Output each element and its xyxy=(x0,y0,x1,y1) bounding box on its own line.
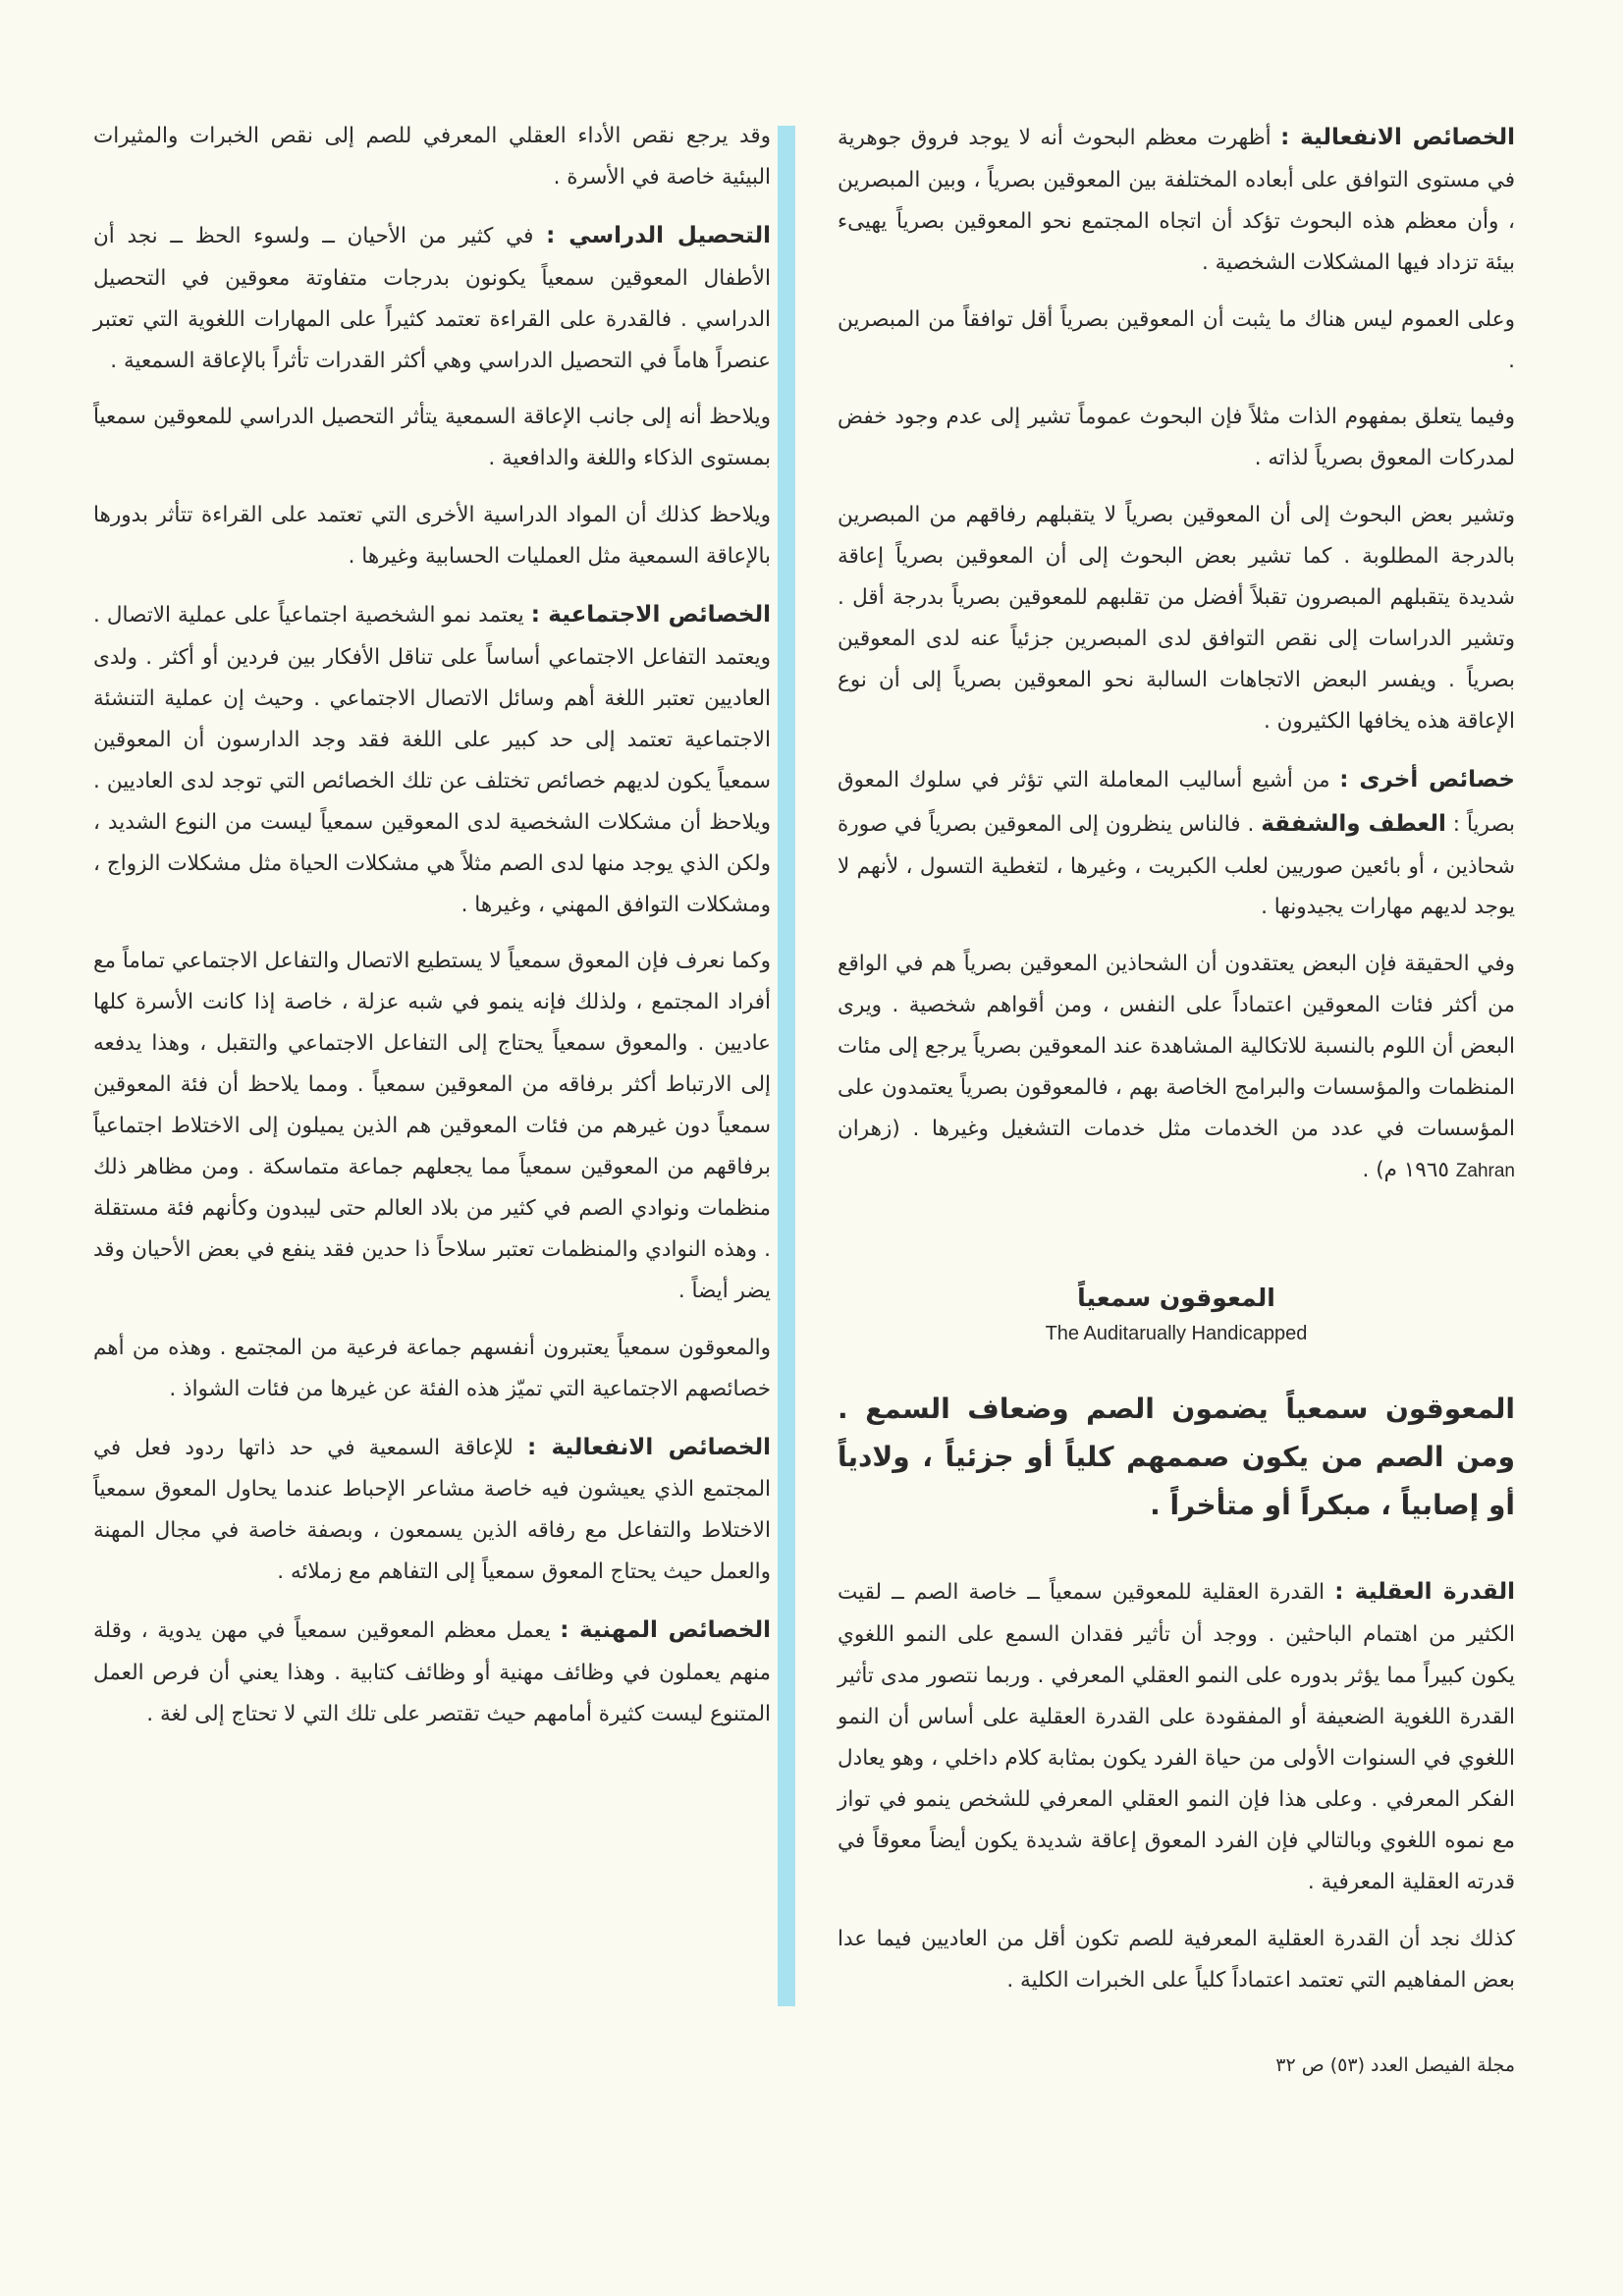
paragraph-text: يعتمد نمو الشخصية اجتماعياً على عملية الاتصال . ويعتمد التفاعل الاجتماعي أساساً على تناقل الأفكار بين فردين أو أكثر . ولدى العاديين تعتبر اللغة أهم وسائل الاتصال الاجتماعي . وحيث إن عملية التنشئة الاجتماعية تعتمد إلى حد كبير على اللغة فقد وجد الدارسون أن المعوقين سمعياً يكون لديهم خصائص تختلف عن تلك الخصائص التي توجد لدى العاديين . ويلاحظ أن مشكلات الشخصية لدى المعوقين سمعياً ليست من النوع الشديد ، ولكن الذي يوجد منها لدى الصم مثلاً هي مشكلات الحياة مثل مشكلات الزواج ، ومشكلات التوافق المهني ، وغيرها . xyxy=(93,603,771,917)
paragraph: كذلك نجد أن القدرة العقلية المعرفية للصم تكون أقل من العاديين فيما عدا بعض المفاهيم التي تعتمد اعتماداً كلياً على الخبرات الكلية . xyxy=(838,1926,1515,1993)
paragraph xyxy=(838,944,1515,1191)
paragraph-text: للإعاقة السمعية في حد ذاتها ردود فعل في المجتمع الذي يعيشون فيه خاصة مشاعر الإحباط عندما يحاول المعوق سمعياً الاختلاط والتفاعل مع رفاقه الذين يسمعون ، وبصفة خاصة في مجال المهنة والعمل حيث يحتاج المعوق سمعياً إلى التفاهم مع زملائه . xyxy=(93,1435,771,1585)
left-column xyxy=(93,116,771,1751)
paragraph xyxy=(93,214,771,382)
heading: الخصائص المهنية : xyxy=(560,1617,771,1644)
citation-author: Zahran xyxy=(1455,1160,1515,1181)
paragraph-text: في كثير من الأحيان ــ ولسوء الحظ ــ نجد أن الأطفال المعوقين سمعياً يكونون بدرجات متفاوتة معوقين في التحصيل الدراسي . فالقدرة على القراءة تعتمد كثيراً على المهارات اللغوية التي تعتبر عنصراً هاماً في التحصيل الدراسي وهي أكثر القدرات تأثراً بالإعاقة السمعية . xyxy=(93,223,771,373)
right-column xyxy=(838,116,1515,2017)
paragraph-text: ١٩٦٥ م) . xyxy=(1362,1157,1456,1182)
heading: الخصائص الانفعالية : xyxy=(526,1434,771,1460)
heading: القدرة العقلية : xyxy=(1334,1579,1516,1606)
heading: الخصائص الاجتماعية : xyxy=(530,602,771,629)
section-subtitle: The Auditarually Handicapped xyxy=(1045,1323,1308,1345)
paragraph-text: يعمل معظم المعوقين سمعياً في مهن يدوية ، وقلة منهم يعملون في وظائف مهنية أو وظائف كتابية . وهذا يعني أن فرص العمل المتنوع ليست كثيرة أمامهم حيث تقتصر على تلك التي لا تحتاج إلى لغة . xyxy=(93,1618,771,1726)
paragraph-text: . فالناس ينظرون إلى المعوقين بصرياً في صورة شحاذين ، أو بائعين صوريين لعلب الكبريت ، وغيرها ، لتغطية التسول ، لأنهم لا يوجد لديهم مهارات يجيدونها . xyxy=(838,811,1515,920)
paragraph-text: القدرة العقلية للمعوقين سمعياً ــ خاصة الصم ــ لقيت الكثير من اهتمام الباحثين . ووجد أن تأثير فقدان السمع على النمو اللغوي يكون كبيراً مما يؤثر بدوره على النمو العقلي المعرفي . وربما نتصور مدى تأثير القدرة اللغوية الضعيفة أو المفقودة على القدرة العقلية على أساس أن النمو اللغوي في السنوات الأولى من حياة الفرد يكون بمثابة كلام داخلي ، وهو يعادل الفكر المعرفي . وعلى هذا فإن النمو العقلي المعرفي للشخص ينمو في تواز مع نموه اللغوي وبالتالي فإن الفرد المعوق إعاقة شديدة يكون أيضاً معوقاً في قدرته العقلية المعرفية . xyxy=(838,1580,1515,1894)
paragraph xyxy=(838,116,1515,284)
paragraph-text: من أشيع أساليب المعاملة التي تؤثر في سلوك المعوق بصرياً : xyxy=(838,767,1515,837)
paragraph xyxy=(838,758,1515,929)
paragraph: وكما نعرف فإن المعوق سمعياً لا يستطيع الاتصال والتفاعل الاجتماعي تماماً مع أفراد المجتمع ، ولذلك فإنه ينمو في شبه عزلة ، خاصة إذا كانت الأسرة كلها عاديين . والمعوق سمعياً يحتاج إلى التفاعل الاجتماعي والتقبل ، وهذا يدفعه إلى الارتباط أكثر برفاقه من المعوقين سمعياً . ومما يلاحظ أن فئة المعوقين سمعياً دون غيرهم من فئات المعوقين هم الذين يميلون إلى الاختلاط اجتماعياً برفاقهم من المعوقين سمعياً مما يجعلهم جماعة متماسكة . ومن مظاهر ذلك منظمات ونوادي الصم في كثير من بلاد العالم حتى ليبدون وكأنهم فئة مستقلة . وهذه النوادي والمنظمات تعتبر سلاحاً ذا حدين فقد ينفع في بعض الأحيان وقد يضر أيضاً . xyxy=(93,949,771,1303)
paragraph: وفيما يتعلق بمفهوم الذات مثلاً فإن البحوث عموماً تشير إلى عدم وجود خفض لمدركات المعوق بصرياً لذاته . xyxy=(838,405,1515,471)
heading: خصائص أخرى : xyxy=(1339,766,1515,793)
paragraph: ويلاحظ أنه إلى جانب الإعاقة السمعية يتأثر التحصيل الدراسي للمعوقين سمعياً بمستوى الذكاء واللغة والدافعية . xyxy=(93,405,771,471)
paragraph xyxy=(93,593,771,925)
paragraph xyxy=(93,1609,771,1735)
paragraph: والمعوقون سمعياً يعتبرون أنفسهم جماعة فرعية من المجتمع . وهذه من أهم خصائصهم الاجتماعية التي تميّز هذه الفئة عن غيرها من فئات الشواذ . xyxy=(93,1335,771,1401)
emphasis-text: العطف والشفقة xyxy=(1261,810,1446,837)
paragraph: وعلى العموم ليس هناك ما يثبت أن المعوقين بصرياً أقل توافقاً من المبصرين . xyxy=(838,306,1515,373)
paragraph: ويلاحظ كذلك أن المواد الدراسية الأخرى التي تعتمد على القراءة تتأثر بدورها بالإعاقة السمعية مثل العمليات الحسابية وغيرها . xyxy=(93,503,771,570)
heading: الخصائص الانفعالية : xyxy=(1280,125,1515,150)
lead-paragraph: المعوقون سمعياً يضمون الصم وضعاف السمع . ومن الصم من يكون صممهم كلياً أو جزئياً ، ولادياً أو إصابياً ، مبكراً أو متأخراً . xyxy=(838,1393,1515,1522)
paragraph xyxy=(838,1570,1515,1902)
paragraph: وقد يرجع نقص الأداء العقلي المعرفي للصم إلى نقص الخبرات والمثيرات البيئية خاصة في الأسرة . xyxy=(93,124,771,190)
page-footer: مجلة الفيصل العدد (٥٣) ص ٣٢ xyxy=(1275,2054,1515,2076)
column-divider xyxy=(778,126,795,2006)
heading: التحصيل الدراسي : xyxy=(546,222,771,248)
paragraph: وتشير بعض البحوث إلى أن المعوقين بصرياً لا يتقبلهم رفاقهم من المبصرين بالدرجة المطلوبة . كما تشير بعض البحوث إلى أن المعوقين بصرياً إعاقة شديدة يتقبلهم المبصرون تقبلاً أفضل من تقلبهم للمعوقين بصرياً بدرجة أقل . وتشير الدراسات إلى نقص التوافق لدى المبصرين جزئياً عنه لدى المعوقين بصرياً . ويفسر البعض الاتجاهات السالبة نحو المعوقين بصرياً إلى أن نوع الإعاقة هذه يخافها الكثيرون . xyxy=(838,503,1515,734)
paragraph xyxy=(93,1426,771,1594)
paragraph-text: وفي الحقيقة فإن البعض يعتقدون أن الشحاذين المعوقين بصرياً هم في الواقع من أكثر فئات المعوقين اعتماداً على النفس ، ومن أقواهم شخصية . ويرى البعض أن اللوم بالنسبة للاتكالية المشاهدة عند المعوقين بصرياً يرجع إلى مئات المنظمات والمؤسسات والبرامج الخاصة بهم ، فالمعوقون بصرياً يعتمدون على المؤسسات في عدد من الخدمات مثل خدمات التشغيل وغيرها . (زهران xyxy=(838,952,1515,1142)
paragraph-text: أظهرت معظم البحوث أنه لا يوجد فروق جوهرية في مستوى التوافق على أبعاده المختلفة بين المعوقين بصرياً ، وبين المبصرين ، وأن معظم هذه البحوث تؤكد أن اتجاه المجتمع نحو المعوقين بصرياً يهيىء بيئة تزداد فيها المشكلات الشخصية . xyxy=(838,126,1515,275)
section-title: المعوقون سمعياً xyxy=(1077,1283,1275,1312)
